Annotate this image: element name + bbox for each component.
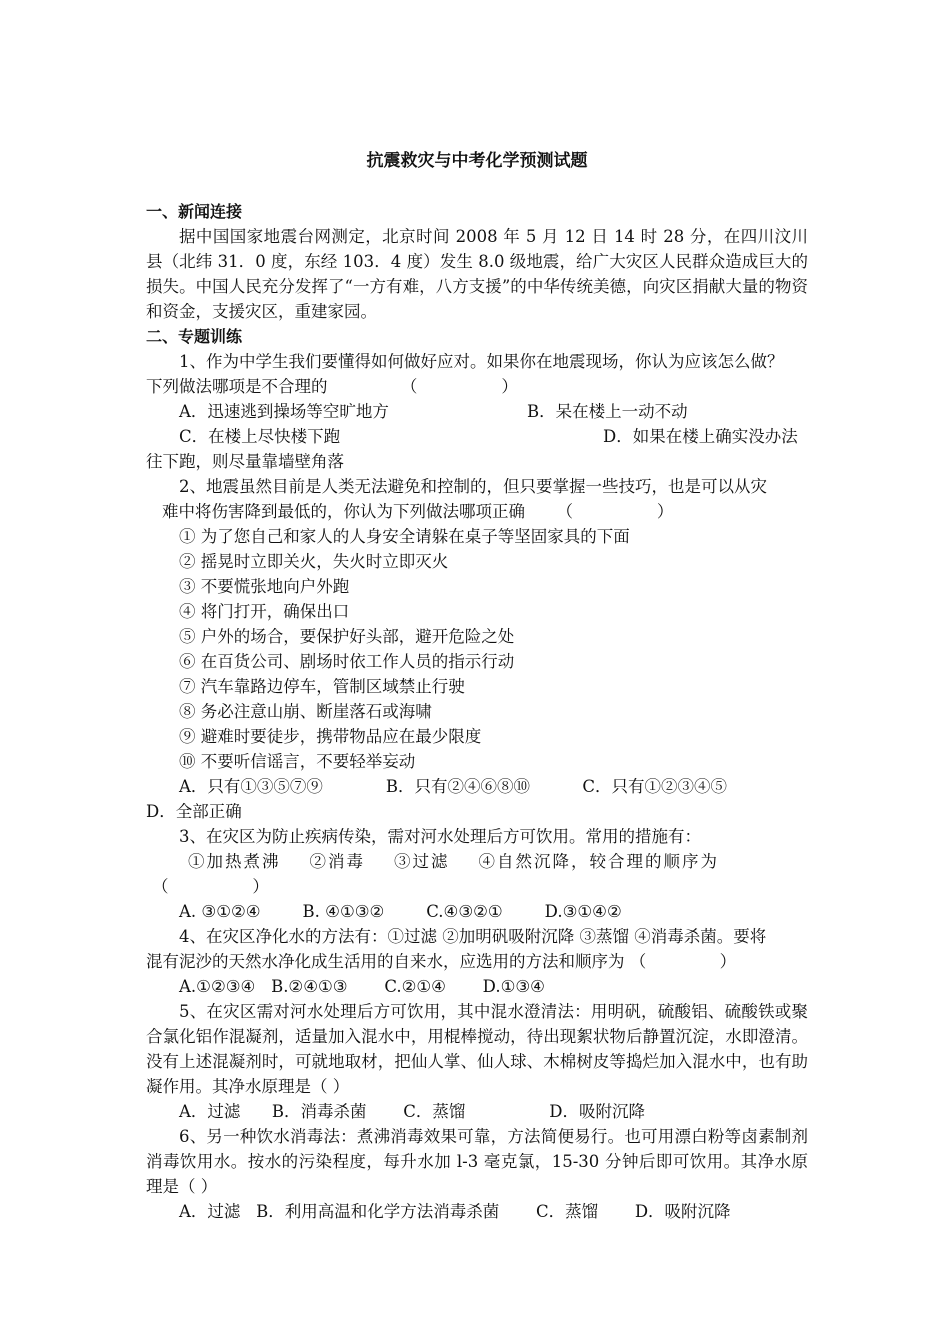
q2-item: ⑨ 避难时要徒步，携带物品应在最少限度: [179, 727, 482, 746]
section-heading-news: 一、新闻连接: [146, 202, 243, 221]
q1-stem-line2: 下列做法哪项是不合理的 （ ）: [146, 377, 518, 396]
q3-stem-line3: （ ）: [152, 877, 269, 896]
q6-paragraph: 6、另一种饮水消毒法：煮沸消毒效果可靠，方法简便易行。也可用漂白粉等卤素制剂消毒饮用水。按水的污染程度，每升水加 l-3 毫克氯，15-30 分钟后即可饮用。其净水原理是（ ）: [146, 1127, 808, 1196]
page-title: 抗震救灾与中考化学预测试题: [366, 151, 588, 171]
q2-item: ③ 不要慌张地向户外跑: [179, 577, 350, 596]
q3-options: A. ③①②④ B. ④①③② C.④③②① D.③①④②: [179, 902, 622, 921]
q1-stem-line1: 1、作为中学生我们要懂得如何做好应对。如果你在地震现场，你认为应该怎么做？: [179, 352, 784, 371]
q2-item: ① 为了您自己和家人的人身安全请躲在桌子等坚固家具的下面: [179, 527, 630, 546]
q2-option-d: D．全部正确: [146, 802, 242, 821]
q1-option-a: A．迅速逃到操场等空旷地方: [179, 402, 389, 421]
q4-stem-line1: 4、在灾区净化水的方法有：①过滤 ②加明矾吸附沉降 ③蒸馏 ④消毒杀菌。要将: [179, 927, 767, 946]
q1-option-d-cont: 往下跑，则尽量靠墙壁角落: [146, 452, 344, 471]
q2-item: ⑦ 汽车靠路边停车，管制区域禁止行驶: [179, 677, 465, 696]
q5-paragraph: 5、在灾区需对河水处理后方可饮用，其中混水澄清法：用明矾，硫酸铝、硫酸铁或聚合氯化铝作混凝剂，适量加入混水中，用棍棒搅动，待出现絮状物后静置沉淀，水即澄清。没有上述混凝剂时，可就地取材，把仙人掌、仙人球、木棉树皮等捣烂加入混水中，也有助凝作用。其净水原理是（ ）: [146, 1002, 808, 1096]
q2-items-list: [146, 524, 808, 774]
q2-item: ④ 将门打开，确保出口: [179, 602, 350, 621]
q2-stem-line1: 2、地震虽然目前是人类无法避免和控制的，但只要掌握一些技巧，也是可以从灾: [179, 477, 767, 496]
q6-options: A．过滤 B．利用高温和化学方法消毒杀菌 C．蒸馏 D．吸附沉降: [179, 1202, 731, 1221]
q2-item: ⑥ 在百货公司、剧场时依工作人员的指示行动: [179, 652, 515, 671]
q2-item: ⑩ 不要听信谣言，不要轻举妄动: [179, 752, 416, 771]
q2-options: A．只有①③⑤⑦⑨ B．只有②④⑥⑧⑩ C．只有①②③④⑤: [179, 777, 728, 796]
q2-item: ⑤ 户外的场合，要保护好头部，避开危险之处: [179, 627, 515, 646]
q4-options: A.①②③④ B.②④①③ C.②①④ D.①③④: [179, 977, 545, 996]
section-heading-training: 二、专题训练: [146, 327, 243, 346]
q2-item: ② 摇晃时立即关火，失火时立即灭火: [179, 552, 449, 571]
q2-item: ⑧ 务必注意山崩、断崖落石或海啸: [179, 702, 432, 721]
q1-options-row2: [146, 424, 808, 449]
q3-stem-line1: 3、在灾区为防止疾病传染，需对河水处理后方可饮用。常用的措施有：: [179, 827, 701, 846]
q1-option-c: C．在楼上尽快楼下跑: [179, 427, 341, 446]
q4-stem-line2: 混有泥沙的天然水净化成生活用的自来水，应选用的方法和顺序为 （ ）: [146, 952, 737, 971]
q2-stem-line2: 难中将伤害降到最低的，你认为下列做法哪项正确 （ ）: [162, 502, 674, 521]
q1-options-row1: [146, 399, 808, 424]
news-paragraph: 据中国国家地震台网测定，北京时间 2008 年 5 月 12 日 14 时 28 分，在四川汶川县（北纬 31．0 度，东经 103．4 度）发生 8.0 级地震，给广大灾区人民群众造成巨大的损失。中国人民充分发挥了“一方有难，八方支援”的中华传统美德，向灾区捐献大量的物资和资金，支援灾区，重建家园。: [146, 227, 808, 321]
q3-stem-line2: ①加热煮沸 ②消毒 ③过滤 ④自然沉降，较合理的顺序为: [188, 852, 719, 871]
q1-option-d: D．如果在楼上确实没办法: [603, 427, 798, 446]
q5-options: A．过滤 B．消毒杀菌 C．蒸馏 D．吸附沉降: [179, 1102, 645, 1121]
q1-option-b: B．呆在楼上一动不动: [527, 402, 688, 421]
